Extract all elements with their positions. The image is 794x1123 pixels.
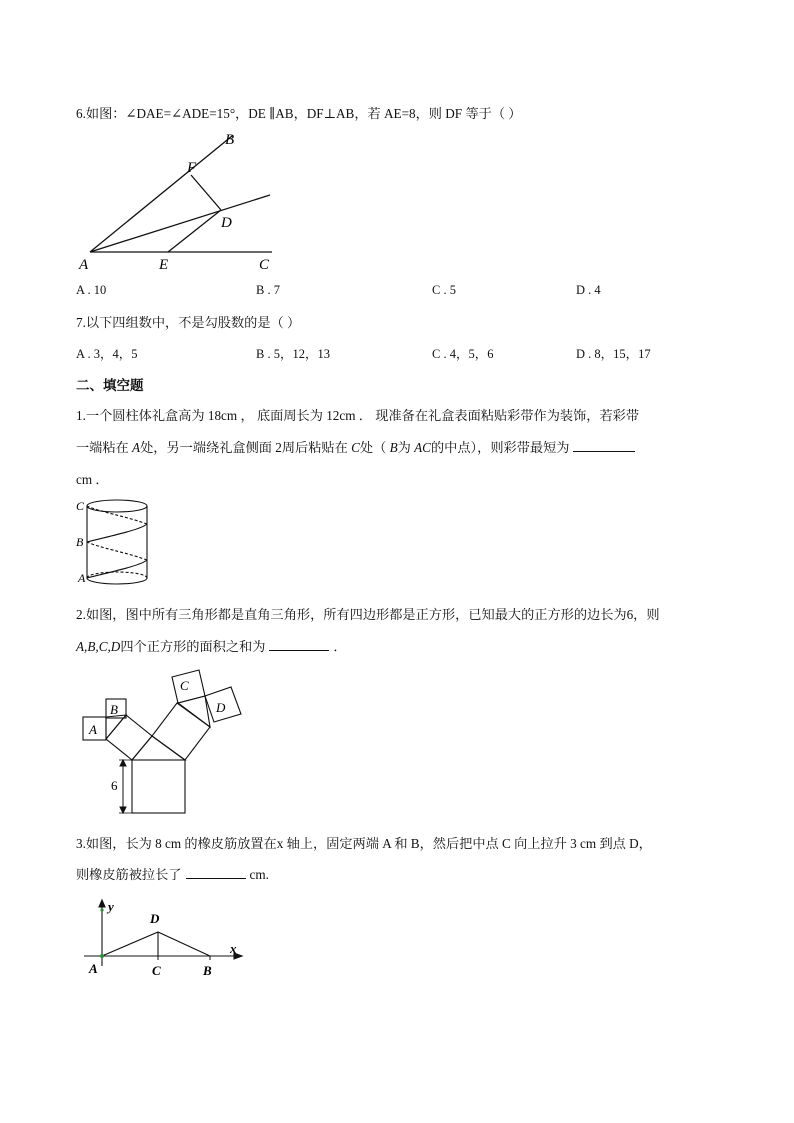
f3-label-C: C	[152, 963, 161, 978]
f3-text: cm.	[249, 867, 269, 882]
f1-var-c: C	[351, 440, 360, 455]
f1-text: 处（	[359, 440, 390, 455]
f2-text: ．	[333, 639, 347, 654]
q7-option-c[interactable]: C . 4，5，6	[432, 347, 494, 361]
f2-label-B: B	[110, 702, 118, 717]
f2-right-square	[152, 703, 210, 760]
f3-label-B: B	[203, 963, 212, 978]
section-title-fill-in: 二、填空题	[76, 378, 144, 394]
q7-option-d[interactable]: D . 8，15，17	[576, 347, 651, 361]
f3-band	[102, 932, 210, 956]
q6-figure	[70, 128, 290, 278]
f1-line1: 1.一个圆柱体礼盒高为 18cm ， 底面周长为 12cm ． 现准备在礼盒表面粘贴彩带作为装饰，若彩带	[76, 408, 640, 423]
f1-label-B: B	[76, 535, 84, 549]
q6-line-ED	[168, 210, 221, 252]
f3-label-D: D	[150, 911, 160, 926]
f3-line2	[76, 864, 269, 883]
f1-text: 的中点），则彩带最短为	[430, 440, 570, 455]
q6-label-F: F	[187, 160, 197, 176]
q7-option-a[interactable]: A . 3，4，5	[76, 347, 138, 361]
q6-label-A: A	[79, 257, 89, 273]
f2-answer-blank[interactable]	[269, 638, 329, 651]
f3-label-y: y	[108, 899, 114, 914]
f3-answer-blank[interactable]	[186, 866, 246, 879]
f2-text: 四个正方形的面积之和为	[120, 639, 266, 654]
f1-text: 为	[397, 440, 415, 455]
q6-line-FD	[191, 175, 221, 210]
f2-line1: 2.如图，图中所有三角形都是直角三角形，所有四边形都是正方形，已知最大的正方形的边长为6，则	[76, 607, 660, 622]
q6-line-AB	[90, 136, 232, 252]
f1-cylinder-figure	[70, 494, 170, 589]
q6-text: 6.如图：∠DAE=∠ADE=15°，DE ∥AB，DF⊥AB，若 AE=8，则 DF 等于（ ）	[76, 106, 522, 121]
f1-var-ac: AC	[414, 440, 431, 455]
f1-label-A: A	[78, 571, 86, 585]
f2-label-A: A	[89, 722, 97, 737]
f2-label-C: C	[180, 678, 189, 693]
q6-option-b[interactable]: B . 7	[256, 283, 280, 297]
f2-squares-figure	[75, 665, 255, 815]
f2-label-D: D	[216, 700, 226, 715]
f3-figure	[78, 896, 248, 981]
f1-text: 一端粘在	[76, 440, 133, 455]
q6-label-C: C	[259, 257, 270, 273]
f1-label-C: C	[76, 499, 85, 513]
f2-line2	[76, 636, 347, 655]
f3-y-dot	[100, 908, 103, 911]
q6-label-D: D	[221, 215, 232, 231]
f1-var-b: B	[389, 440, 398, 455]
f1-var-a: A	[132, 440, 141, 455]
q7-text: 7.以下四组数中，不是勾股数的是（ ）	[76, 315, 301, 330]
f3-point-a-dot	[100, 954, 104, 958]
f3-label-A: A	[89, 961, 98, 976]
f1-line2	[76, 437, 639, 456]
q7-option-b[interactable]: B . 5，12，13	[256, 347, 330, 361]
f2-big-square	[132, 760, 185, 813]
f1-line3: cm ．	[76, 472, 109, 487]
f3-text: 则橡皮筋被拉长了	[76, 867, 182, 882]
q6-line-AD	[90, 195, 270, 252]
f1-text: 处，另一端绕礼盒侧面 2周后粘贴在	[140, 440, 352, 455]
f2-vars: A,B,C,D	[76, 639, 121, 654]
q6-option-a[interactable]: A . 10	[76, 283, 107, 297]
q6-label-B: B	[225, 132, 235, 148]
q6-label-E: E	[159, 257, 169, 273]
q6-option-c[interactable]: C . 5	[432, 283, 456, 297]
q6-option-d[interactable]: D . 4	[576, 283, 601, 297]
f2-label-six: 6	[111, 778, 118, 793]
f1-answer-blank[interactable]	[573, 439, 635, 452]
f3-line1: 3.如图，长为 8 cm 的橡皮筋放置在x 轴上，固定两端 A 和 B，然后把中点 C 向上拉升 3 cm 到点 D，	[76, 836, 652, 851]
f3-label-x: x	[230, 941, 237, 956]
f2-left-square	[106, 715, 152, 760]
